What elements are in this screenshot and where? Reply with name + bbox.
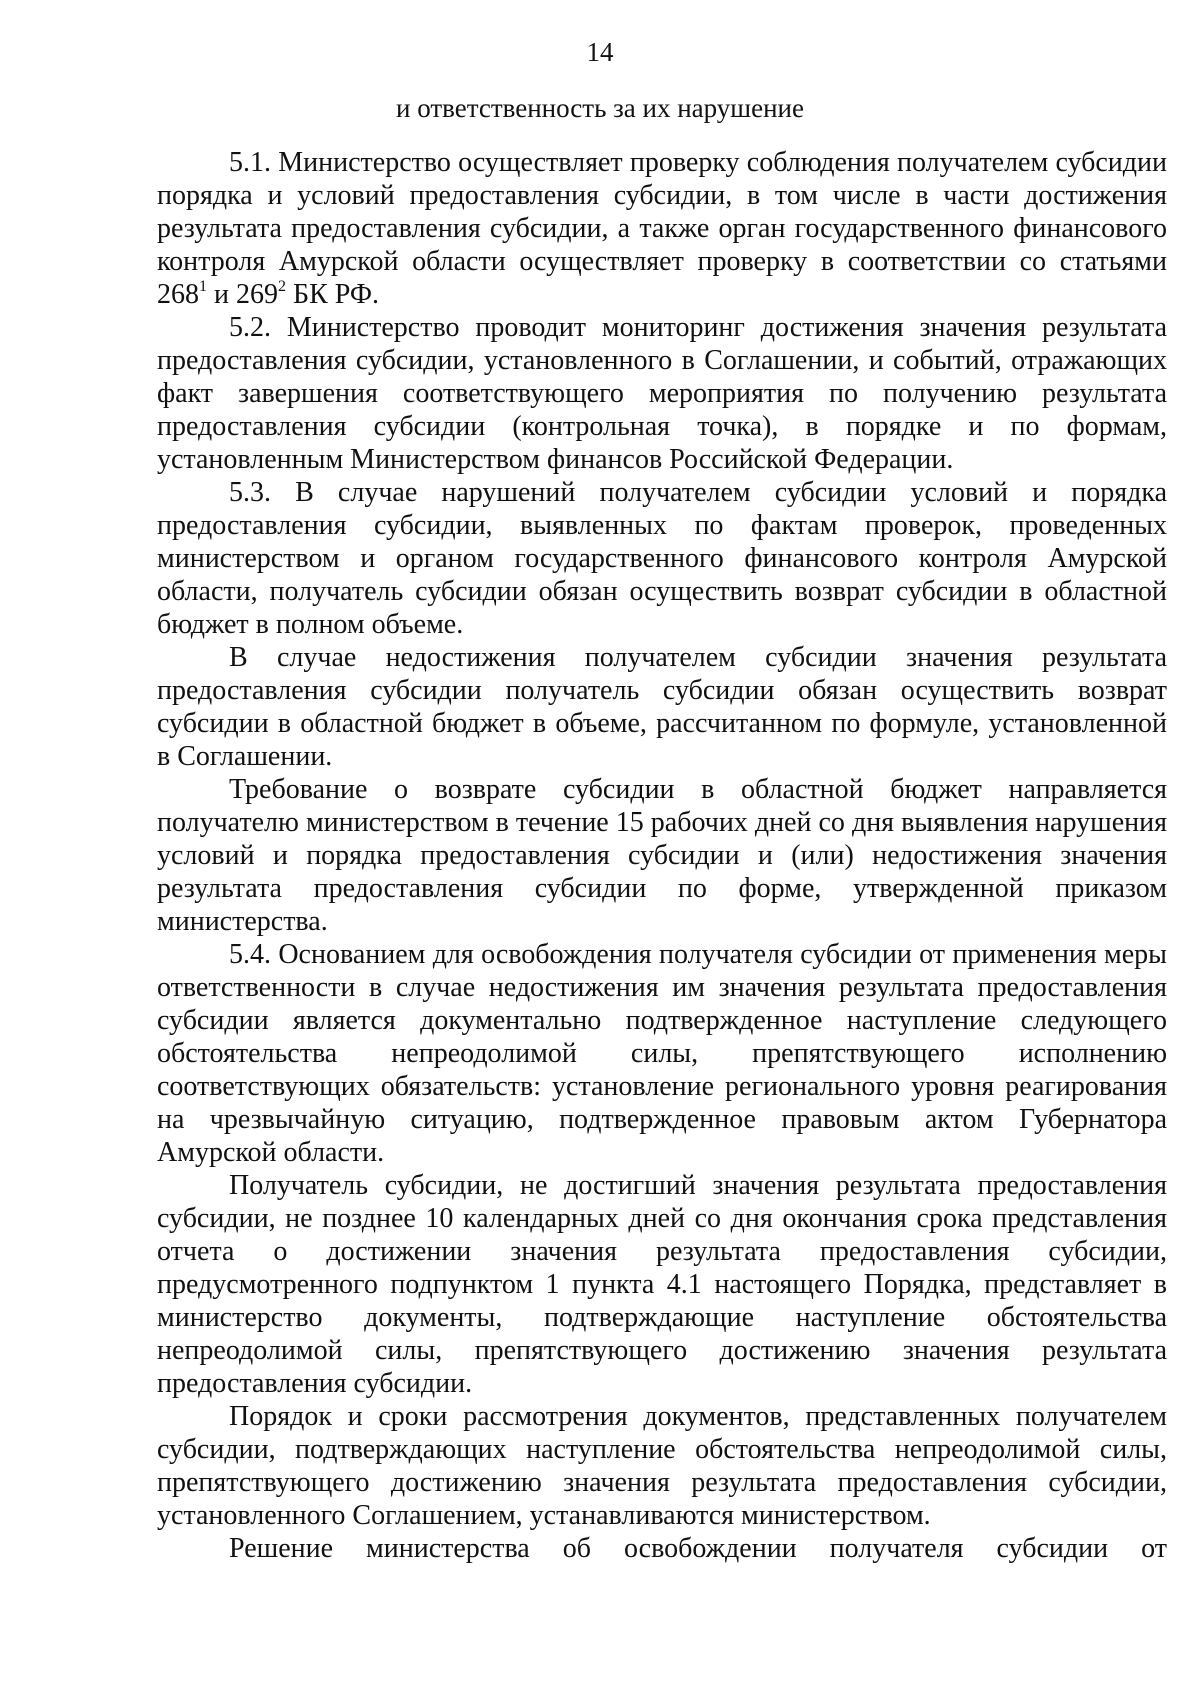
paragraph-5-3: 5.3. В случае нарушений получателем субсидии условий и порядка предоставления субсидии, выявленных по фактам проверок, проведенных министерством и органом государственного финансового контроля Амурской области, получатель субсидии обязан осуществить возврат субсидии в областной бюджет в полном объеме. <box>157 477 1167 640</box>
paragraph-text: 5.1. Министерство осуществляет проверку соблюдения получателем субсидии порядка и условий предоставления субсидии, в том числе в части достижения результата предоставления субсидии, а также орган государственного финансового контроля Амурской области осуществляет проверку в соответствии со статьями <box>157 147 1167 277</box>
article-superscript: 2 <box>277 277 286 295</box>
paragraph-text: и <box>207 279 236 310</box>
section-title: и ответственность за их нарушение <box>396 93 804 123</box>
paragraph-ministry-decision: Решение министерства об освобождении получателя субсидии от <box>229 1533 1167 1564</box>
article-number: 268 <box>157 279 199 310</box>
paragraph-recipient-documents: Получатель субсидии, не достигший значения результата предоставления субсидии, не позднее 10 календарных дней со дня окончания срока представления отчета о достижении значения результата предоставления субсидии, предусмотренного подпунктом 1 пункта 4.1 настоящего Порядка, представляет в министерство документы, подтверждающие наступление обстоятельства непреодолимой силы, препятствующего достижению значения результата предоставления субсидии. <box>157 1170 1167 1399</box>
paragraph-5-2: 5.2. Министерство проводит мониторинг достижения значения результата предоставления субсидии, установленного в Соглашении, и событий, отражающих факт завершения соответствующего мероприятия по получению результата предоставления субсидии (контрольная точка), в порядке и по формам, установленным Министерством финансов Российской Федерации. <box>157 312 1167 475</box>
article-superscript: 1 <box>199 277 207 295</box>
paragraph-review-procedure: Порядок и сроки рассмотрения документов, представленных получателем субсидии, подтверждающих наступление обстоятельства непреодолимой силы, препятствующего достижению значения результата предоставления субсидии, установленного Соглашением, устанавливаются министерством. <box>157 1401 1167 1531</box>
document-body <box>157 146 1167 1565</box>
paragraph-5-4: 5.4. Основанием для освобождения получателя субсидии от применения меры ответственности в случае недостижения им значения результата предоставления субсидии является документально подтвержденное наступление следующего обстоятельства непреодолимой силы, препятствующего исполнению соответствующих обязательств: установление регионального уровня реагирования на чрезвычайную ситуацию, подтвержденное правовым актом Губернатора Амурской области. <box>157 939 1167 1168</box>
paragraph-refund-demand: Требование о возврате субсидии в областной бюджет направляется получателю министерством в течение 15 рабочих дней со дня выявления нарушения условий и порядка предоставления субсидии и (или) недостижения значения результата предоставления субсидии по форме, утвержденной приказом министерства. <box>157 774 1167 937</box>
paragraph-non-achievement: В случае недостижения получателем субсидии значения результата предоставления субсидии получатель субсидии обязан осуществить возврат субсидии в областной бюджет в объеме, рассчитанном по формуле, установленной в Соглашении. <box>157 642 1167 772</box>
paragraph-5-1 <box>157 146 1167 311</box>
paragraph-text: БК РФ. <box>285 279 379 310</box>
page-number: 14 <box>586 37 614 67</box>
article-number: 269 <box>235 279 278 310</box>
